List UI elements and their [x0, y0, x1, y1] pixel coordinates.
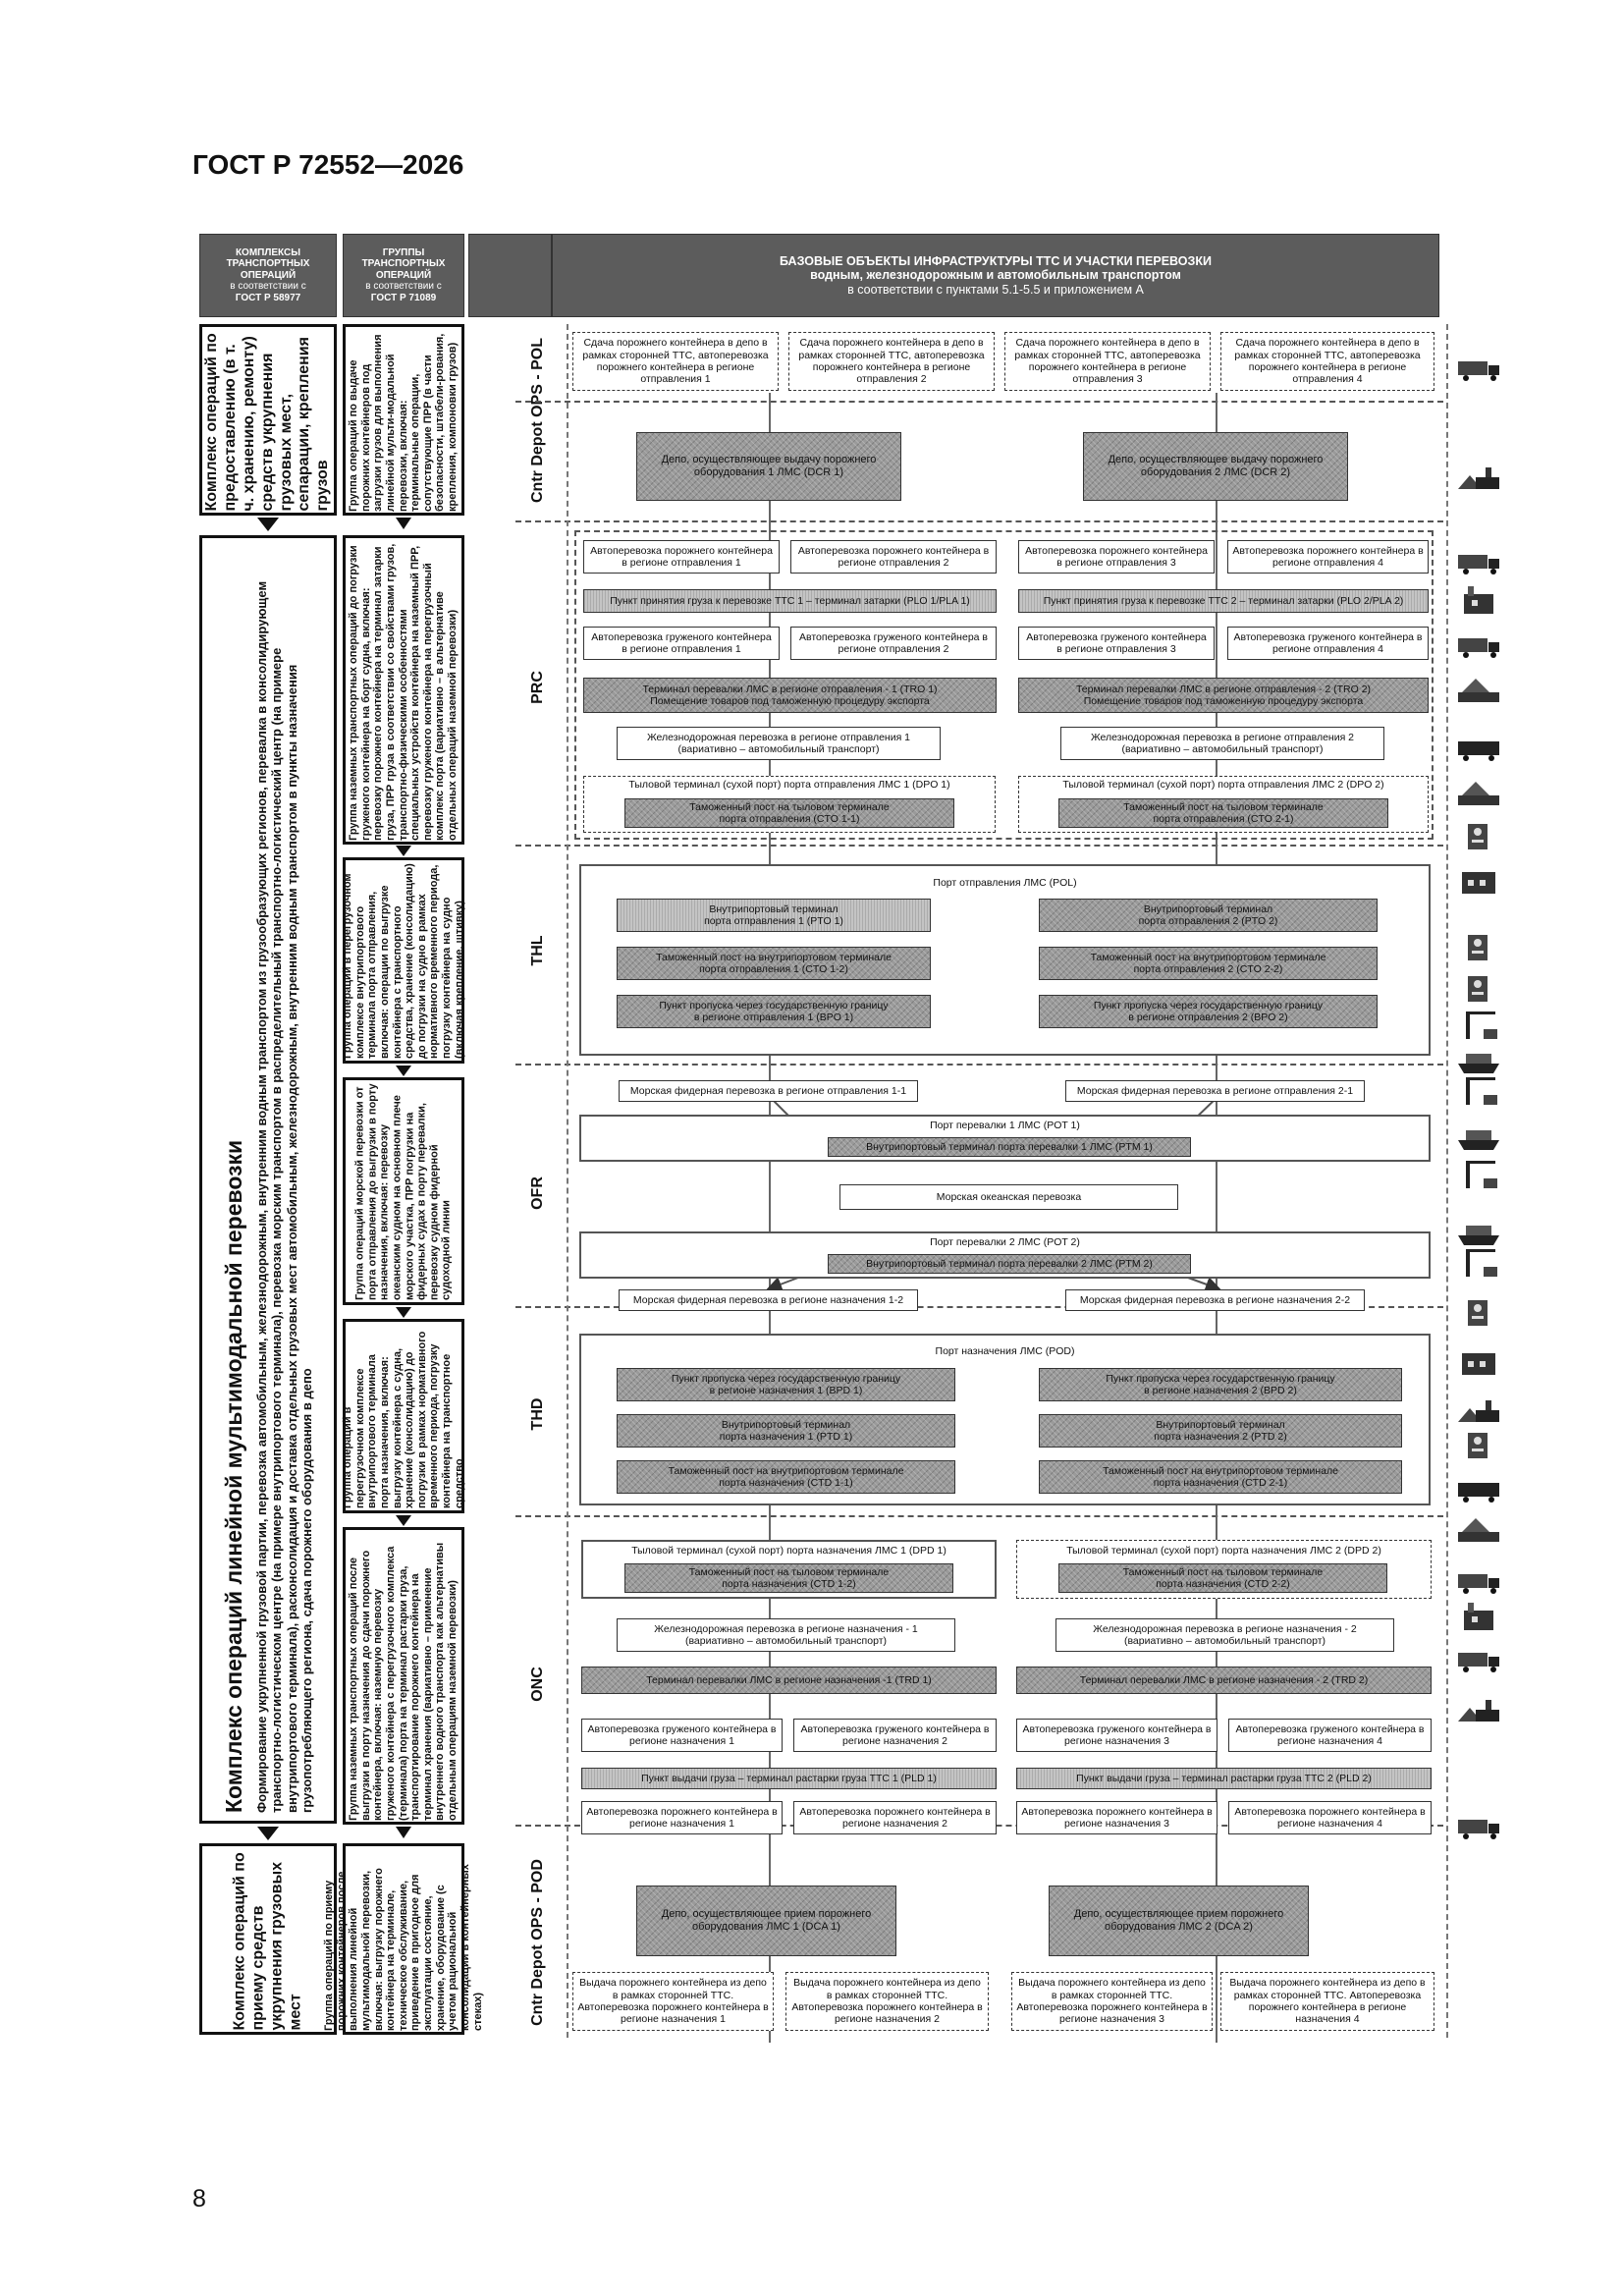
thl-line: Таможенный пост на внутрипортовом терминале — [1090, 951, 1326, 963]
ship-icon — [1455, 1218, 1502, 1249]
thd-ptd2 — [1039, 1414, 1402, 1448]
arrow-down-icon — [396, 518, 411, 529]
terminal-icon — [1455, 1512, 1502, 1544]
section-label-ofr: OFR — [529, 1176, 546, 1210]
complex-box-multimodal — [199, 535, 337, 1824]
pol-return-box-2: Сдача порожнего контейнера в депо в рамках сторонней ТТС, автоперевозка порожнего контейнера в регионе отправления 2 — [788, 332, 995, 391]
thl-title: Порт отправления ЛМС (POL) — [933, 877, 1077, 889]
prc-loaded-4: Автоперевозка груженого контейнера в регионе отправления 4 — [1227, 627, 1429, 660]
onc-empty-3: Автоперевозка порожнего контейнера в регионе назначения 3 — [1016, 1801, 1217, 1834]
rail-line: Железнодорожная перевозка в регионе назначения - 1 — [654, 1622, 918, 1635]
onc-empty-4: Автоперевозка порожнего контейнера в регионе назначения 4 — [1228, 1801, 1432, 1834]
prc-cust1 — [624, 798, 954, 828]
thl-cto12 — [617, 947, 931, 980]
pod-issue-box-4: Выдача порожнего контейнера из депо в рамках сторонней ТТС. Автоперевозка порожнего контейнера в регионе назначения 4 — [1220, 1972, 1434, 2031]
thl-pto2 — [1039, 899, 1378, 932]
section-label-prc: PRC — [529, 671, 546, 704]
group-box-g1 — [343, 324, 464, 516]
arrow-down-icon — [396, 846, 411, 856]
prc-loaded-2: Автоперевозка груженого контейнера в регионе отправления 2 — [790, 627, 997, 660]
header-line: в соответствии с — [230, 281, 306, 293]
pod-issue-box-2: Выдача порожнего контейнера из депо в рамках сторонней ТТС. Автоперевозка порожнего контейнера в регионе назначения 2 — [785, 1972, 989, 2031]
onc-empty-1: Автоперевозка порожнего контейнера в регионе назначения 1 — [581, 1801, 783, 1834]
group-text: Группа операций по приему порожних контейнеров после выполнения линейной мультимодальной перевозки, включая: выгрузку порожнего контейнера на терминале, техническое обслуживание, приведение в пригодное для эксплуатации состояние, хранение, оборудование (с учетом рациональной консолидации в контейнерных стеках) — [322, 1863, 484, 2031]
thl-pto1 — [617, 899, 931, 932]
group-text: Группа наземных транспортных операций после выгрузки в порту назначения до сдачи порожнего контейнера, включая: наземную перевозку груженого контейнера с перегрузочного комплекса (терминала) порта на терминал растарки груза, транспортирование порожнего контейнера на терминал хранения (вариативно – применение внутреннего водного транспорта как альтернативы отдельным операциям наземной перевозки) — [348, 1542, 460, 1821]
thd-line: Внутрипортовый терминал — [1156, 1418, 1285, 1431]
group-text: Группа операций в перегрузочном комплексе внутрипортового терминала порта отправления, включая: операции по выгрузке контейнера с транспортного средства, хранение (консолидацию) до погрузки на судно в рамках нормативного временного периода, погрузку контейнера на судно (включая крепление, штивку) — [341, 863, 465, 1059]
thd-line: порта назначения 2 (PTD 2) — [1154, 1431, 1287, 1443]
rail-line: (вариативно – автомобильный транспорт) — [677, 743, 880, 755]
arrow-down-icon — [396, 1515, 411, 1526]
header-line: ТРАНСПОРТНЫХ — [361, 258, 446, 270]
thl-line: Пункт пропуска через государственную границу — [1093, 999, 1324, 1011]
thd-line: Внутрипортовый терминал — [721, 1418, 851, 1431]
depot-dcr2: Депо, осуществляющее выдачу порожнего оборудования 2 ЛМС (DCR 2) — [1083, 432, 1348, 501]
group-text: Группа операций морской перевозки от порта отправления до выгрузки в порту назначения, включая: перевозку океанским судном на основном плече морского участка, ПРР погрузки на фидерных судах в порту перевалки, перевозку судном фидерной судоходной линии — [353, 1083, 453, 1300]
thd-line: в регионе назначения 1 (BPD 1) — [709, 1385, 863, 1396]
thd-ctd21 — [1039, 1460, 1402, 1494]
complex-box-depot-receive — [199, 1843, 337, 2035]
thd-ctd11 — [617, 1460, 955, 1494]
ofr-feeder-d2: Морская фидерная перевозка в регионе назначения 2-2 — [1065, 1289, 1365, 1311]
group-box-g4 — [343, 1077, 464, 1305]
depot-icon — [1455, 462, 1502, 493]
train-icon — [1455, 732, 1502, 763]
truck-icon — [1455, 1566, 1502, 1598]
thl-line: в регионе отправления 2 (BPO 2) — [1128, 1011, 1288, 1023]
cust-line: порта отправления (CTO 2-1) — [1153, 813, 1294, 825]
terminal-icon — [1455, 776, 1502, 807]
thd-title: Порт назначения ЛМС (POD) — [935, 1345, 1075, 1357]
section-label-onc: ONC — [529, 1667, 546, 1702]
onc-loaded-3: Автоперевозка груженого контейнера в регионе назначения 3 — [1016, 1719, 1217, 1752]
divider — [515, 401, 1443, 403]
onc-pld1: Пункт выдачи груза – терминал растарки груза ТТС 1 (PLD 1) — [581, 1768, 997, 1789]
warehouse-icon — [1455, 1345, 1502, 1377]
divider — [515, 1064, 1443, 1066]
thd-line: Таможенный пост на внутрипортовом терминале — [668, 1464, 904, 1477]
train-icon — [1455, 1473, 1502, 1504]
ofr-feeder-o2: Морская фидерная перевозка в регионе отправления 2-1 — [1065, 1080, 1365, 1102]
arrow-down-icon — [257, 518, 279, 531]
header-line: ТРАНСПОРТНЫХ — [226, 258, 310, 270]
rail-line: (вариативно – автомобильный транспорт) — [1123, 1635, 1326, 1647]
dpo-title: Тыловой терминал (сухой порт) порта отправления ЛМС 2 (DPO 2) — [1062, 779, 1384, 791]
thd-line: Таможенный пост на внутрипортовом терминале — [1103, 1464, 1338, 1477]
divider — [1446, 324, 1448, 2038]
prc-loaded-3: Автоперевозка груженого контейнера в регионе отправления 3 — [1018, 627, 1215, 660]
header-infrastructure — [552, 234, 1439, 317]
cust-line: Таможенный пост на тыловом терминале — [688, 1565, 890, 1578]
thl-line: Таможенный пост на внутрипортовом терминале — [656, 951, 892, 963]
page-title: ГОСТ Р 72552—2026 — [192, 149, 464, 180]
dpo-title: Тыловой терминал (сухой порт) порта отправления ЛМС 1 (DPO 1) — [628, 779, 950, 791]
group-text: Группа операций в перегрузочном комплексе внутрипортового терминала порта назначения, включая: выгрузку контейнера с судна, хранение (консолидацию) до погрузки в рамках нормативного временного периода, погрузку контейнера на транспортное средство — [341, 1331, 465, 1508]
prc-loaded-1: Автоперевозка груженого контейнера в регионе отправления 1 — [583, 627, 780, 660]
depot-dca1: Депо, осуществляющее прием порожнего оборудования ЛМС 1 (DCA 1) — [636, 1886, 896, 1956]
header-strip — [468, 234, 552, 317]
prc-rail2 — [1060, 727, 1384, 760]
ofr-pot2-title: Порт перевалки 2 ЛМС (POT 2) — [930, 1236, 1080, 1248]
customs-icon — [1455, 1296, 1502, 1328]
arrow-down-icon — [396, 1066, 411, 1076]
cust-line: Таможенный пост на тыловом терминале — [1123, 800, 1324, 813]
onc-loaded-4: Автоперевозка груженого контейнера в регионе назначения 4 — [1228, 1719, 1432, 1752]
section-label-thl: THL — [529, 935, 546, 966]
prc-tro1 — [583, 678, 997, 713]
cust-line: Таможенный пост на тыловом терминале — [689, 800, 890, 813]
rail-line: Железнодорожная перевозка в регионе отправления 1 — [646, 731, 911, 743]
page-number: 8 — [192, 2185, 206, 2213]
customs-icon — [1455, 931, 1502, 962]
tro-line: Терминал перевалки ЛМС в регионе отправления - 2 (TRO 2) — [1075, 683, 1372, 695]
thl-line: в регионе отправления 1 (BPO 1) — [693, 1011, 854, 1023]
rail-line: Железнодорожная перевозка в регионе отправления 2 — [1090, 731, 1355, 743]
cust-line: порта отправления (CTO 1-1) — [719, 813, 860, 825]
ship-icon — [1455, 1046, 1502, 1077]
onc-rail1 — [617, 1618, 955, 1652]
thl-line: порта отправления 1 (CTO 1-2) — [699, 963, 848, 975]
complex-title: Комплекс операций линейной мультимодальной перевозки — [221, 1139, 247, 1813]
header-line: ГОСТ Р 58977 — [235, 292, 301, 303]
thl-line: порта отправления 2 (PTO 2) — [1138, 915, 1278, 927]
section-label-pod: Cntr Depot OPS - POD — [529, 1859, 546, 2026]
onc-empty-2: Автоперевозка порожнего контейнера в регионе назначения 2 — [793, 1801, 997, 1834]
thl-bpo2 — [1039, 995, 1378, 1028]
prc-empty-2: Автоперевозка порожнего контейнера в регионе отправления 2 — [790, 540, 997, 574]
truck-icon — [1455, 630, 1502, 662]
complex-text: Комплекс операций по предоставлению (в т. ч. хранению, ремонту) средств укрупнения грузовых мест, сепарации, крепления грузов — [202, 332, 332, 511]
divider — [515, 520, 1443, 522]
ofr-ocean: Морская океанская перевозка — [839, 1184, 1178, 1210]
thl-line: Внутрипортовый терминал — [1143, 902, 1273, 915]
customs-icon — [1455, 972, 1502, 1004]
onc-loaded-1: Автоперевозка груженого контейнера в регионе назначения 1 — [581, 1719, 783, 1752]
ofr-ptm1: Внутрипортовый терминал порта перевалки 1 ЛМС (PTM 1) — [828, 1137, 1191, 1157]
thd-line: Пункт пропуска через государственную границу — [1106, 1372, 1335, 1385]
terminal-icon — [1455, 673, 1502, 704]
arrow-down-icon — [257, 1827, 279, 1840]
header-line: в соответствии с пунктами 5.1-5.5 и приложением А — [847, 282, 1144, 297]
thd-line: в регионе назначения 2 (BPD 2) — [1144, 1385, 1297, 1396]
thl-cto22 — [1039, 947, 1378, 980]
factory-icon — [1455, 1601, 1502, 1632]
warehouse-icon — [1455, 864, 1502, 896]
group-text: Группа операций по выдаче порожних контейнеров под загрузки грузов для выполнения линейной мульти-модальной перевозки, включая: терминальные операции, сопутствующие ПРР (в части безопасности, штабели-рования, крепления, компоновки грузов) — [348, 333, 460, 512]
onc-dpd2-title: Тыловой терминал (сухой порт) порта назначения ЛМС 2 (DPD 2) — [1066, 1545, 1381, 1557]
divider — [515, 1515, 1443, 1517]
prc-pla1: Пункт принятия груза к перевозке ТТС 1 – терминал затарки (PLO 1/PLA 1) — [583, 589, 997, 613]
complex-text: Формирование укрупненной грузовой партии, перевозка автомобильным, железнодорожным, внутренним водным транспортом из грузообразующих регионов, перевалка в консолидирующем транспортно-логистическом центре (на примере внутрипортового терминала), перевозка морским транспортом в распределительный транспортно-логистический центр (на примере внутрипортового терминала), расконсолидация и доставка отдельных грузовых мест автомобильным, железнодорожным, внутренним водным транспортом в пункты назначения грузопотребляющего региона, сдача порожнего оборудования в депо — [253, 580, 315, 1813]
group-box-g7 — [322, 1843, 484, 2035]
depot-dca2: Депо, осуществляющее прием порожнего оборудования ЛМС 2 (DCA 2) — [1049, 1886, 1309, 1956]
prc-rail1 — [617, 727, 941, 760]
truck-icon — [1455, 547, 1502, 578]
group-box-g2 — [343, 535, 464, 845]
divider — [515, 845, 1443, 847]
group-box-g5 — [343, 1319, 464, 1513]
pol-return-box-3: Сдача порожнего контейнера в депо в рамках сторонней ТТС, автоперевозка порожнего контейнера в регионе отправления 3 — [1004, 332, 1211, 391]
factory-icon — [1455, 584, 1502, 616]
ofr-ptm2: Внутрипортовый терминал порта перевалки 2 ЛМС (PTM 2) — [828, 1254, 1191, 1274]
prc-cust2 — [1058, 798, 1388, 828]
thd-bpd1 — [617, 1368, 955, 1401]
thd-line: порта назначения 1 (PTD 1) — [719, 1431, 853, 1443]
cust-line: порта назначения (CTD 1-2) — [722, 1578, 856, 1590]
truck-icon — [1455, 1645, 1502, 1676]
section-label-pol: Cntr Depot OPS - POL — [529, 338, 546, 503]
header-line: ОПЕРАЦИЙ — [240, 269, 297, 281]
section-label-thd: THD — [529, 1397, 546, 1431]
cust-line: порта назначения (CTD 2-2) — [1156, 1578, 1290, 1590]
header-line: в соответствии с — [365, 281, 442, 293]
depot-icon — [1455, 1694, 1502, 1725]
header-line: БАЗОВЫЕ ОБЪЕКТЫ ИНФРАСТРУКТУРЫ ТТС И УЧАСТКИ ПЕРЕВОЗКИ — [780, 253, 1212, 268]
tro-line: Терминал перевалки ЛМС в регионе отправления - 1 (TRO 1) — [642, 683, 938, 695]
crane-icon — [1455, 1075, 1502, 1107]
ofr-pot1-title: Порт перевалки 1 ЛМС (POT 1) — [930, 1120, 1080, 1131]
onc-pld2: Пункт выдачи груза – терминал растарки груза ТТС 2 (PLD 2) — [1016, 1768, 1432, 1789]
ship-icon — [1455, 1122, 1502, 1154]
crane-icon — [1455, 1247, 1502, 1279]
pod-issue-box-3: Выдача порожнего контейнера из депо в рамках сторонней ТТС. Автоперевозка порожнего контейнера в регионе назначения 3 — [1011, 1972, 1213, 2031]
ofr-feeder-o1: Морская фидерная перевозка в регионе отправления 1-1 — [619, 1080, 918, 1102]
tro-line: Помещение товаров под таможенную процедуру экспорта — [650, 695, 930, 707]
onc-trd1: Терминал перевалки ЛМС в регионе назначения -1 (TRD 1) — [581, 1667, 997, 1694]
onc-dpd1-title: Тыловой терминал (сухой порт) порта назначения ЛМС 1 (DPD 1) — [631, 1545, 947, 1557]
prc-tro2 — [1018, 678, 1429, 713]
complex-text-wrap — [221, 546, 315, 1813]
thd-line: порта назначения (CTD 1-1) — [719, 1477, 853, 1489]
header-line: КОМПЛЕКСЫ — [235, 246, 301, 258]
depot-icon — [1455, 1394, 1502, 1426]
group-box-g6 — [343, 1527, 464, 1825]
customs-icon — [1455, 1429, 1502, 1460]
complex-text: Комплекс операций по приему средств укрупнения грузовых мест — [231, 1851, 303, 2030]
onc-trd2: Терминал перевалки ЛМС в регионе назначения - 2 (TRD 2) — [1016, 1667, 1432, 1694]
crane-icon — [1455, 1010, 1502, 1041]
thd-ptd1 — [617, 1414, 955, 1448]
icon-column — [1455, 354, 1514, 2043]
depot-dcr1: Депо, осуществляющее выдачу порожнего оборудования 1 ЛМС (DCR 1) — [636, 432, 901, 501]
cust-line: Таможенный пост на тыловом терминале — [1122, 1565, 1324, 1578]
thd-line: порта назначения (CTD 2-1) — [1153, 1477, 1288, 1489]
thl-line: Внутрипортовый терминал — [709, 902, 839, 915]
thd-line: Пункт пропуска через государственную границу — [671, 1372, 901, 1385]
prc-empty-1: Автоперевозка порожнего контейнера в регионе отправления 1 — [583, 540, 780, 574]
header-line: ОПЕРАЦИЙ — [375, 269, 432, 281]
truck-icon — [1455, 354, 1502, 385]
onc-loaded-2: Автоперевозка груженого контейнера в регионе назначения 2 — [793, 1719, 997, 1752]
thl-bpo1 — [617, 995, 931, 1028]
arrow-down-icon — [396, 1307, 411, 1318]
thl-line: порта отправления 2 (CTO 2-2) — [1133, 963, 1283, 975]
header-line: водным, железнодорожным и автомобильным транспортом — [810, 268, 1181, 283]
rail-line: Железнодорожная перевозка в регионе назначения - 2 — [1093, 1622, 1357, 1635]
header-groups — [343, 234, 464, 317]
pod-issue-box-1: Выдача порожнего контейнера из депо в рамках сторонней ТТС. Автоперевозка порожнего контейнера в регионе назначения 1 — [572, 1972, 774, 2031]
thl-line: порта отправления 1 (PTO 1) — [704, 915, 843, 927]
pol-return-box-4: Сдача порожнего контейнера в депо в рамках сторонней ТТС, автоперевозка порожнего контейнера в регионе отправления 4 — [1220, 332, 1434, 391]
header-line: ГРУППЫ — [382, 246, 425, 258]
truck-icon — [1455, 1812, 1502, 1843]
pol-return-box-1: Сдача порожнего контейнера в депо в рамках сторонней ТТС, автоперевозка порожнего контейнера в регионе отправления 1 — [572, 332, 779, 391]
prc-empty-3: Автоперевозка порожнего контейнера в регионе отправления 3 — [1018, 540, 1215, 574]
onc-cust2 — [1058, 1563, 1387, 1593]
onc-cust1 — [624, 1563, 953, 1593]
rail-line: (вариативно – автомобильный транспорт) — [1121, 743, 1324, 755]
group-box-g3 — [343, 857, 464, 1064]
onc-rail2 — [1055, 1618, 1394, 1652]
rail-line: (вариативно – автомобильный транспорт) — [684, 1635, 888, 1647]
complex-box-depot-issue — [199, 324, 337, 516]
ofr-feeder-d1: Морская фидерная перевозка в регионе назначения 1-2 — [619, 1289, 918, 1311]
crane-icon — [1455, 1159, 1502, 1190]
divider — [567, 324, 568, 2038]
prc-pla2: Пункт принятия груза к перевозке ТТС 2 – терминал затарки (PLO 2/PLA 2) — [1018, 589, 1429, 613]
tro-line: Помещение товаров под таможенную процедуру экспорта — [1083, 695, 1364, 707]
header-line: ГОСТ Р 71089 — [370, 292, 437, 303]
prc-empty-4: Автоперевозка порожнего контейнера в регионе отправления 4 — [1227, 540, 1429, 574]
arrow-down-icon — [396, 1827, 411, 1838]
group-text: Группа наземных транспортных операций до погрузки груженого контейнера на борт судна, включая: перевозку порожнего контейнера на терминал затарки груза, ПРР груза в соответствии со свойствами грузов, транспортно-физическими особенностями специальных устройств контейнера на наземный ПРР, перевозку груженого контейнера на перегрузочный комплекс порта (вариативно – в альтернативе отдельных операций наземной перевозки) — [348, 543, 460, 841]
thd-bpd2 — [1039, 1368, 1402, 1401]
header-complexes — [199, 234, 337, 317]
customs-icon — [1455, 820, 1502, 851]
thl-line: Пункт пропуска через государственную границу — [659, 999, 889, 1011]
